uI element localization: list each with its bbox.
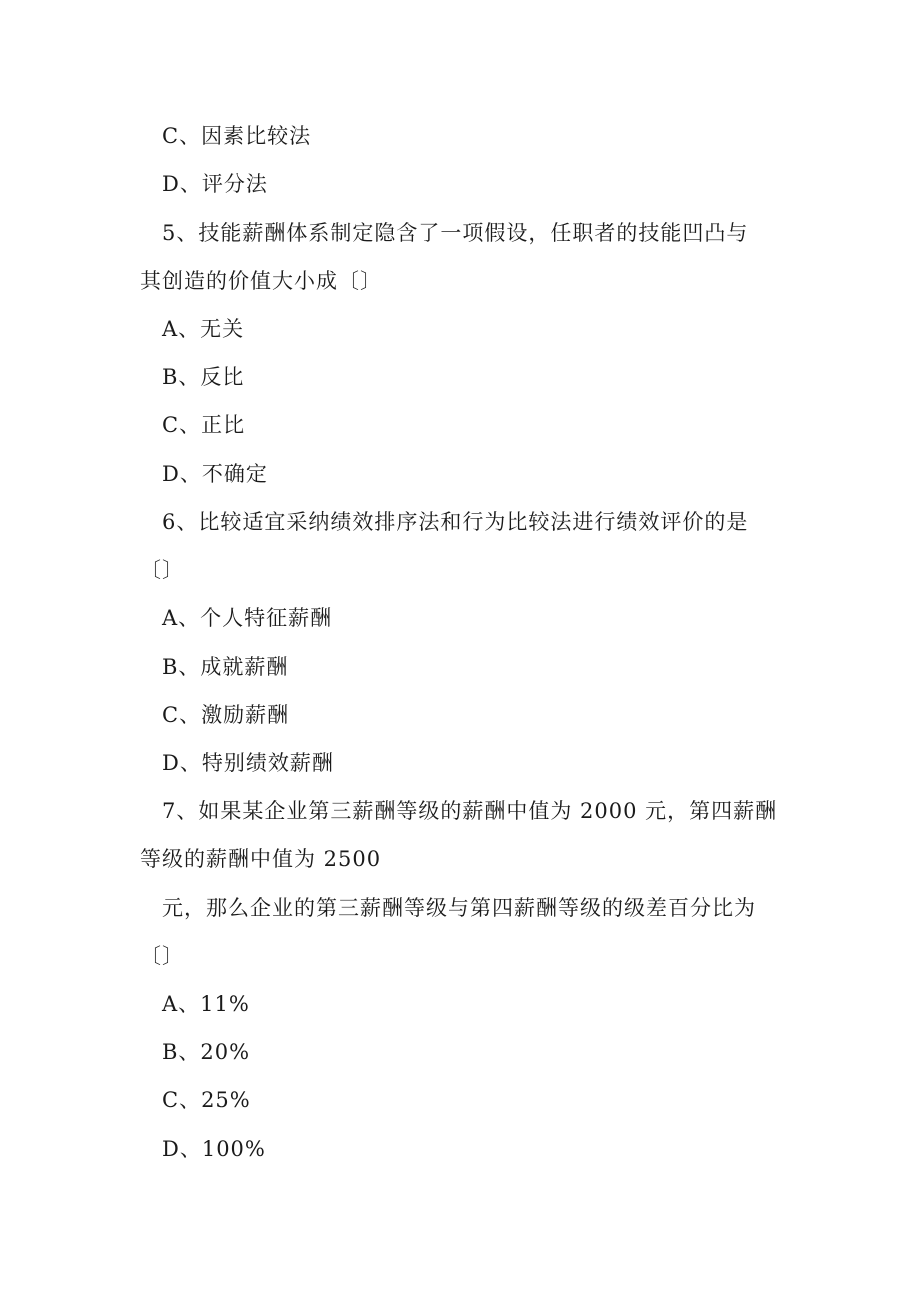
question-7-continued: 等级的薪酬中值为 2500 (140, 847, 382, 871)
question-5-continued: 其创造的价值大小成〔〕 (140, 269, 382, 293)
option-b-q6: B、成就薪酬 (162, 655, 289, 679)
option-a-q5: A、无关 (162, 317, 245, 341)
question-7-text: 7、如果某企业第三薪酬等级的薪酬中值为 2000 元，第四薪酬 (162, 799, 778, 823)
option-d-q4: D、评分法 (162, 172, 268, 196)
option-c-q7: C、25% (162, 1088, 251, 1112)
option-b-q5: B、反比 (162, 365, 245, 389)
question-6-continued: 〔〕 (140, 558, 184, 582)
question-7-continued-3: 〔〕 (140, 944, 184, 968)
question-6-text: 6、比较适宜采纳绩效排序法和行为比较法进行绩效评价的是 (162, 510, 749, 534)
option-c-q6: C、激励薪酬 (162, 703, 290, 727)
option-d-q5: D、不确定 (162, 462, 268, 486)
option-b-q7: B、20% (162, 1040, 251, 1064)
option-c-q4: C、因素比较法 (162, 124, 312, 148)
option-a-q6: A、个人特征薪酬 (162, 606, 333, 630)
option-c-q5: C、正比 (162, 413, 246, 437)
option-d-q7: D、100% (162, 1137, 266, 1161)
question-5-text: 5、技能薪酬体系制定隐含了一项假设，任职者的技能凹凸与 (162, 221, 749, 245)
option-a-q7: A、11% (162, 992, 250, 1016)
question-7-continued-2: 元，那么企业的第三薪酬等级与第四薪酬等级的级差百分比为 (162, 896, 756, 920)
option-d-q6: D、特别绩效薪酬 (162, 751, 334, 775)
